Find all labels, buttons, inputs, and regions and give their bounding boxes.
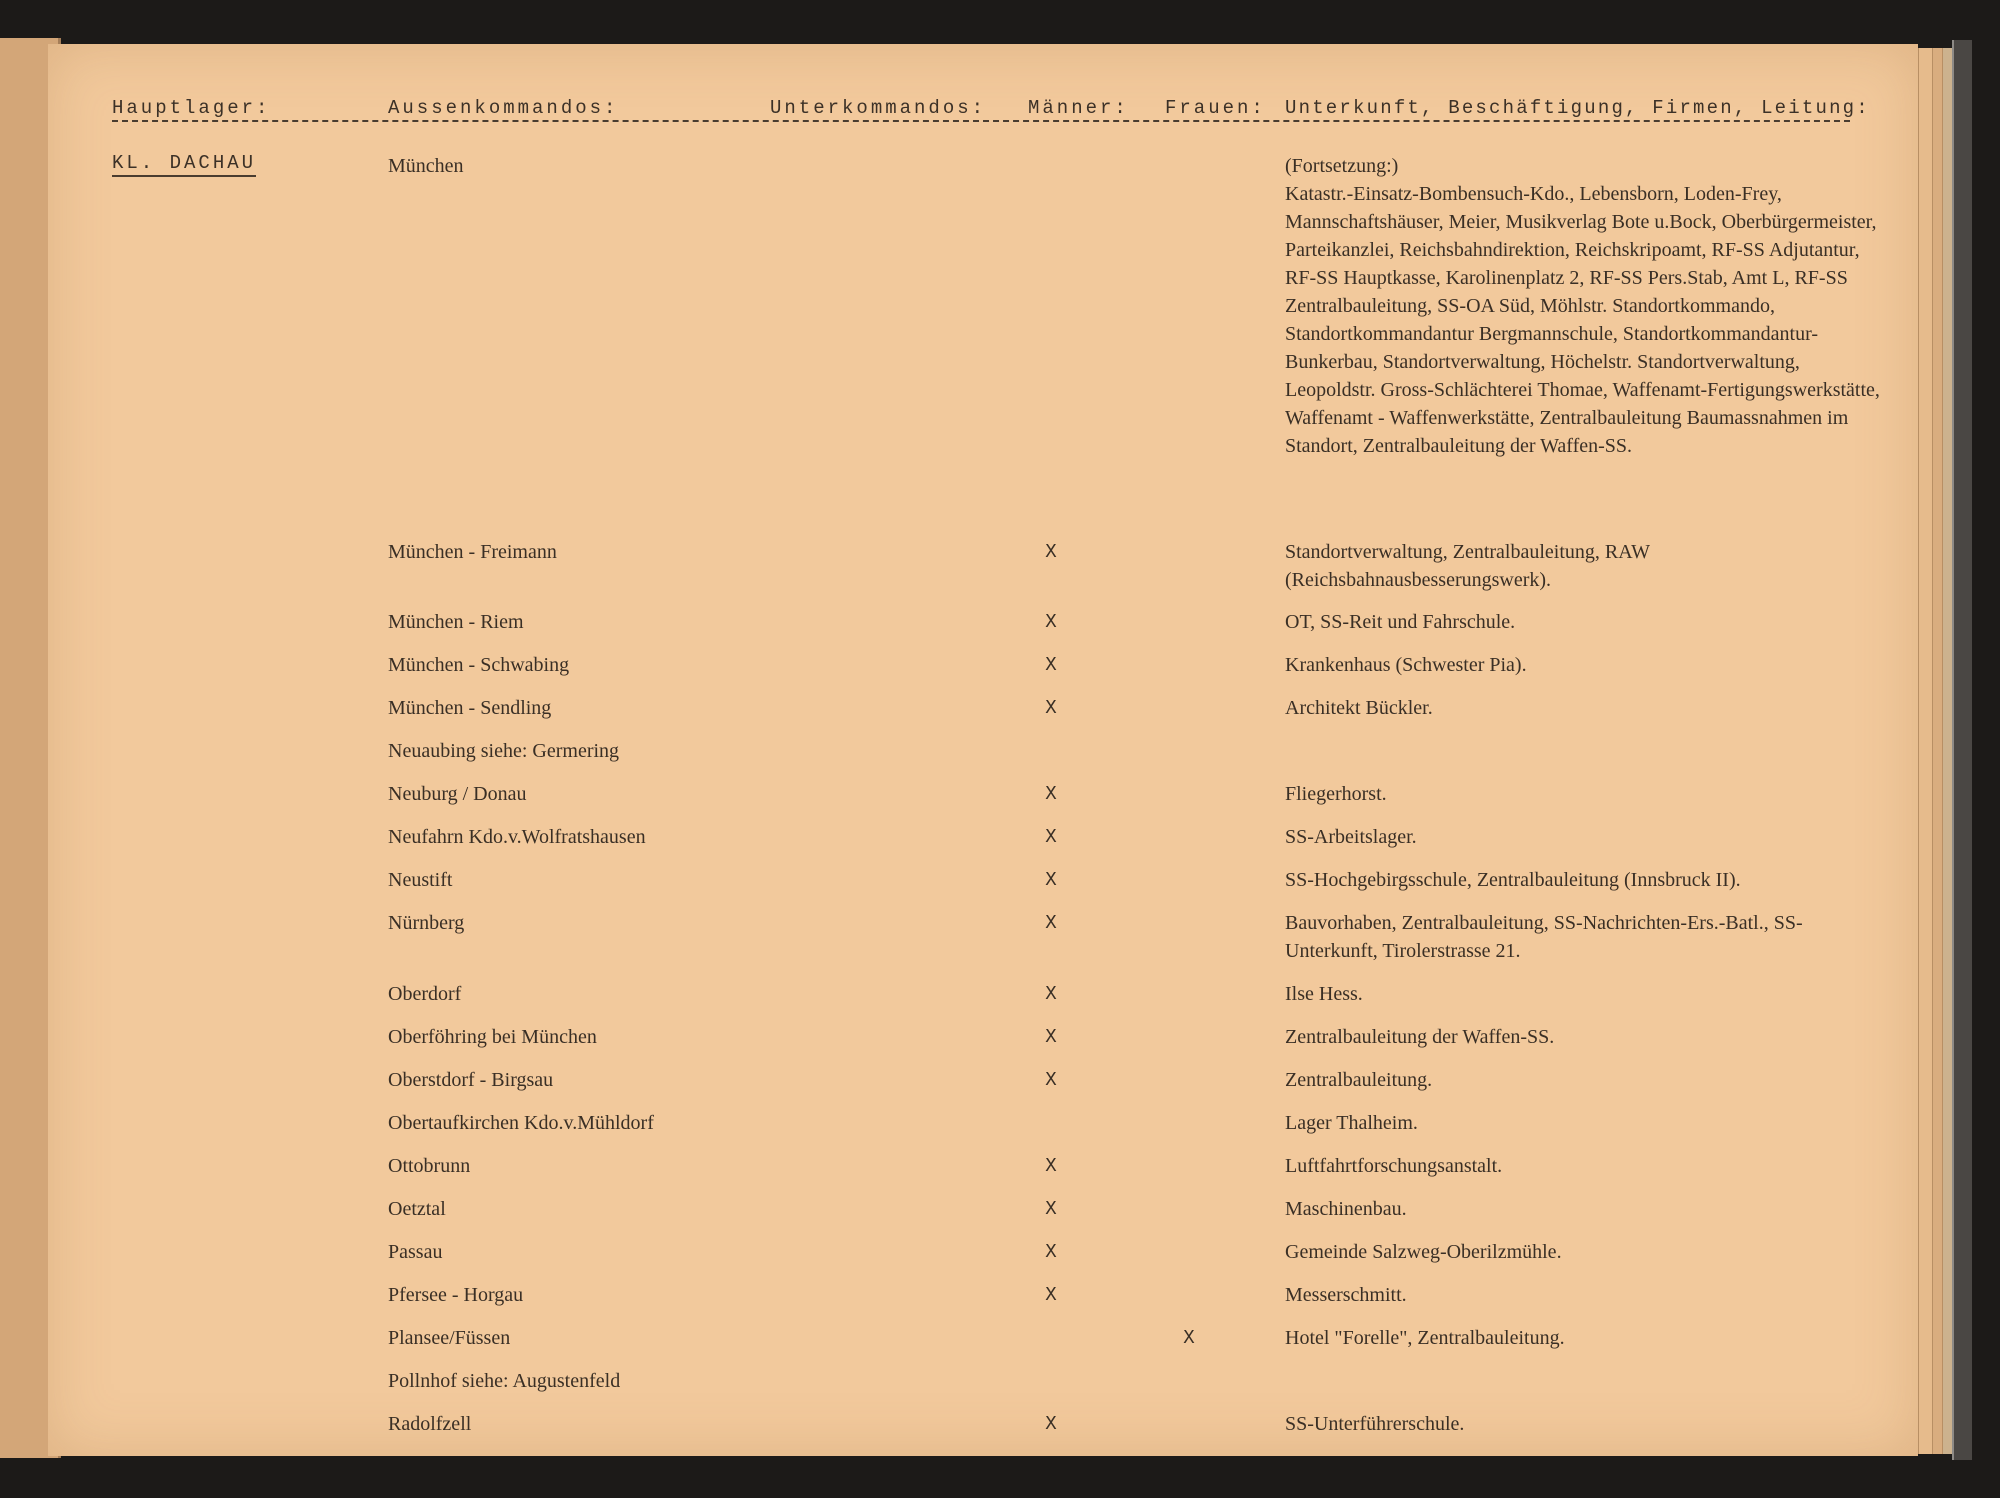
entry-place: München - Freimann (388, 541, 557, 563)
entry-description: OT, SS-Reit und Fahrschule. (1285, 611, 1516, 633)
entry-maenner-mark: X (1045, 1198, 1057, 1220)
entry-maenner-mark: X (1045, 783, 1057, 805)
entry-frauen-mark: X (1183, 1327, 1195, 1349)
entry-maenner-mark: X (1045, 654, 1057, 676)
entry-maenner-mark: X (1045, 869, 1057, 891)
entry-place: Ottobrunn (388, 1155, 471, 1177)
entry-description: Bauvorhaben, Zentralbauleitung, SS-Nachrichten-Ers.-Batl., SS-Unterkunft, Tirolerstrasse 21. (1285, 912, 1803, 962)
entry-place: Neuaubing siehe: Germering (388, 740, 620, 762)
entry-maenner-mark: X (1045, 1241, 1057, 1263)
entry-description: Standortverwaltung, Zentralbauleitung, RAW (Reichsbahnausbesserungswerk). (1285, 541, 1650, 591)
header-maenner: Männer: (1028, 97, 1129, 119)
entry-maenner-mark: X (1045, 1284, 1057, 1306)
entry-place: Oetztal (388, 1198, 446, 1220)
entry-description: Zentralbauleitung der Waffen-SS. (1285, 1026, 1555, 1048)
header-unterkunft: Unterkunft, Beschäftigung, Firmen, Leitung: (1285, 97, 1870, 119)
header-unterkommandos: Unterkommandos: (770, 97, 987, 119)
entry-place: Oberföhring bei München (388, 1026, 597, 1048)
entry-maenner-mark: X (1045, 912, 1057, 934)
entry-description: SS-Hochgebirgsschule, Zentralbauleitung (Innsbruck II). (1285, 869, 1741, 891)
entry-place: Neustift (388, 869, 453, 891)
entry-description: Architekt Bückler. (1285, 697, 1433, 719)
entry-place: Plansee/Füssen (388, 1327, 511, 1349)
header-aussenkommandos: Aussenkommandos: (388, 97, 619, 119)
entry-place: Pollnhof siehe: Augustenfeld (388, 1370, 621, 1392)
entry-maenner-mark: X (1045, 1413, 1057, 1435)
entry-place: München (388, 155, 464, 177)
entry-place: Neufahrn Kdo.v.Wolfratshausen (388, 826, 646, 848)
hauptlager-name: KL. DACHAU (112, 152, 256, 177)
entry-place: Pfersee - Horgau (388, 1284, 524, 1306)
entry-description: Gemeinde Salzweg-Oberilzmühle. (1285, 1241, 1562, 1263)
entry-maenner-mark: X (1045, 826, 1057, 848)
entry-description: SS-Unterführerschule. (1285, 1413, 1465, 1435)
entry-description: Lager Thalheim. (1285, 1112, 1418, 1134)
header-frauen: Frauen: (1165, 97, 1266, 119)
entry-maenner-mark: X (1045, 611, 1057, 633)
entry-place: Passau (388, 1241, 443, 1263)
entry-place: Oberstdorf - Birgsau (388, 1069, 554, 1091)
entry-description: Luftfahrtforschungsanstalt. (1285, 1155, 1503, 1177)
entry-maenner-mark: X (1045, 697, 1057, 719)
entry-place: Nürnberg (388, 912, 465, 934)
entry-description: SS-Arbeitslager. (1285, 826, 1417, 848)
entry-description: Fliegerhorst. (1285, 783, 1387, 805)
entry-place: Neuburg / Donau (388, 783, 527, 805)
entry-maenner-mark: X (1045, 1069, 1057, 1091)
binder-sleeve (1952, 40, 1972, 1460)
entry-maenner-mark: X (1045, 1026, 1057, 1048)
page-edge-stack (1918, 48, 1933, 1454)
entry-maenner-mark: X (1045, 983, 1057, 1005)
entry-place: München - Riem (388, 611, 524, 633)
entry-description: Messerschmitt. (1285, 1284, 1407, 1306)
entry-description: Maschinenbau. (1285, 1198, 1407, 1220)
entry-description: (Fortsetzung:) Katastr.-Einsatz-Bombensuch-Kdo., Lebensborn, Loden-Frey, Mannschaftshäuser, Meier, Musikverlag Bote u.Bock, Oberbürgermeister, Parteikanzlei, Reichsbahndirektion, Reichskripoamt, RF-SS Adjutantur, RF-SS Hauptkasse, Karolinenplatz 2, RF-SS Pers.Stab, Amt L, RF-SS Zentralbauleitung, SS-OA Süd, Möhlstr. Standortkommando, Standortkommandantur Bergmannschule, Standortkommandantur-Bunkerbau, Standortverwaltung, Höchelstr. Standortverwaltung, Leopoldstr. Gross-Schlächterei Thomae, Waffenamt-Fertigungswerkstätte, Waffenamt - Waffenwerkstätte, Zentralbauleitung Baumassnahmen im Standort, Zentralbauleitung der Waffen-SS. (1285, 155, 1880, 457)
entry-place: Oberdorf (388, 983, 462, 1005)
entry-place: München - Schwabing (388, 654, 570, 676)
entry-description: Ilse Hess. (1285, 983, 1363, 1005)
entry-place: München - Sendling (388, 697, 552, 719)
entry-description: Zentralbauleitung. (1285, 1069, 1433, 1091)
entry-description: Krankenhaus (Schwester Pia). (1285, 654, 1527, 676)
entry-maenner-mark: X (1045, 541, 1057, 563)
entry-description: Hotel "Forelle", Zentralbauleitung. (1285, 1327, 1565, 1349)
entry-maenner-mark: X (1045, 1155, 1057, 1177)
entry-place: Radolfzell (388, 1413, 472, 1435)
header-rule (112, 120, 1850, 122)
entry-place: Obertaufkirchen Kdo.v.Mühldorf (388, 1112, 654, 1134)
header-hauptlager: Hauptlager: (112, 97, 271, 119)
